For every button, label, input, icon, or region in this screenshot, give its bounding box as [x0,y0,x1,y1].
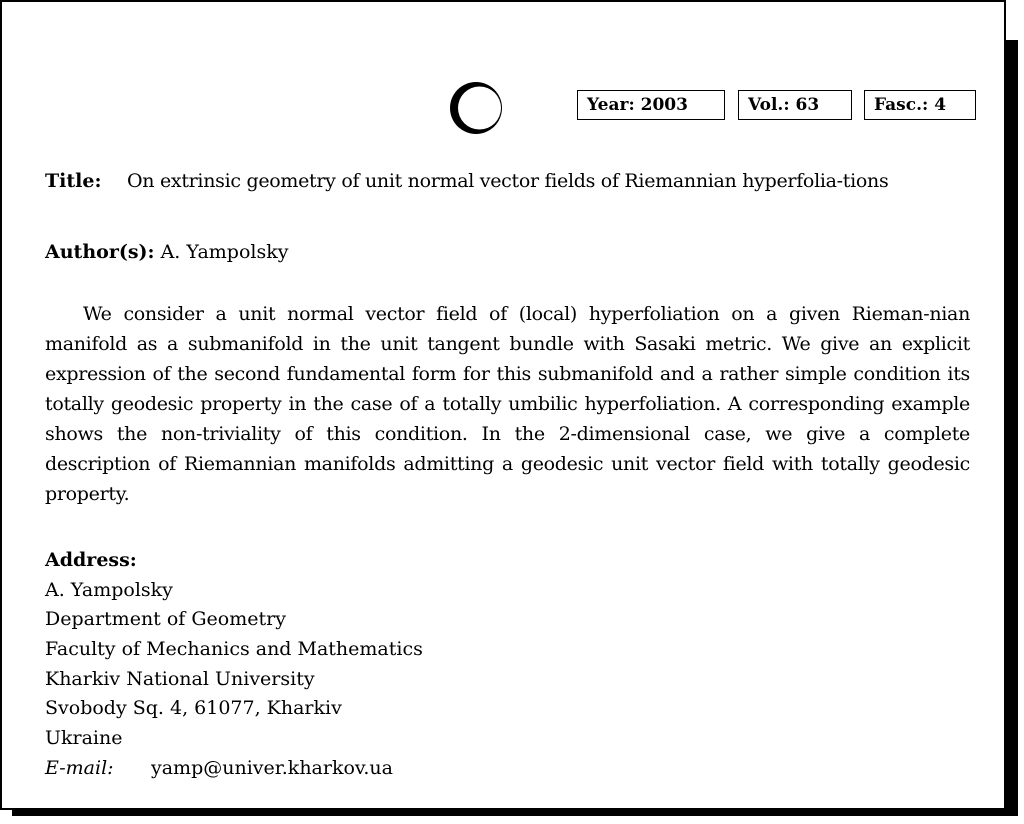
email-address[interactable]: yamp@univer.kharkov.ua [151,756,393,779]
address-line: Department of Geometry [45,608,286,631]
authors-text: A. Yampolsky [160,241,289,263]
address-line: A. Yampolsky [45,578,173,601]
address-line: Faculty of Mechanics and Mathematics [45,638,423,661]
fascicle-box: Fasc.: 4 [864,90,976,120]
title-label: Title: [45,170,102,192]
authors-label: Author(s): [45,241,155,263]
abstract-paragraph: We consider a unit normal vector field of (local) hyperfoliation on a given Rieman-nian manifold as a submanifold in the unit tangent bundle with Sasaki metric. We give an explicit expression of the second fundamental form for this submanifold and a rather simple condition its totally geodesic property in the case of a totally umbilic hyperfoliation. A corresponding example shows the non-triviality of this condition. In the 2-dimensional case, we give a complete description of Riemannian manifolds admitting a geodesic unit vector field with totally geodesic property. [45,303,970,505]
paper-title: On extrinsic geometry of unit normal vector fields of Riemannian hyperfolia-tions [127,170,889,192]
year-box: Year: 2003 [577,90,725,120]
address-line: Ukraine [45,727,123,750]
email-row [45,754,423,784]
volume-box: Vol.: 63 [738,90,852,120]
title-section [45,167,970,196]
address-section [45,546,423,784]
authors-section [45,238,288,267]
address-label: Address: [45,549,137,571]
address-line: Kharkiv National University [45,667,315,690]
email-label: E-mail: [45,756,114,779]
crescent-moon-logo-icon [448,80,504,136]
address-line: Svobody Sq. 4, 61077, Kharkiv [45,697,342,720]
